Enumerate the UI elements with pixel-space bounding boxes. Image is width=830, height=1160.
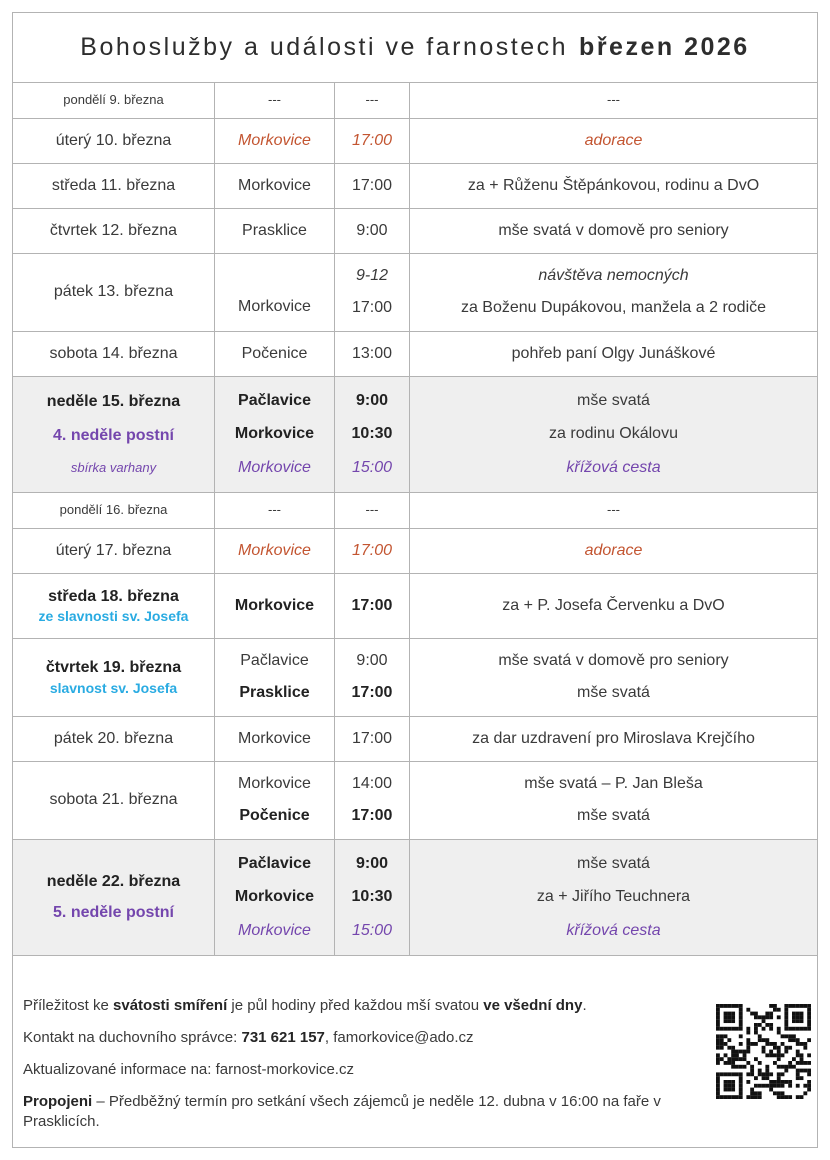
place-text: Pačlavice: [240, 652, 309, 670]
date-text: čtvrtek 12. března: [49, 221, 178, 239]
time-cell: [335, 209, 410, 253]
description-text: mše svatá: [577, 807, 650, 825]
confession-note: Příležitost ke svátosti smíření je půl hodiny před každou mší svatou ve všední dny.: [23, 997, 587, 1014]
time-text: 17:00: [351, 596, 393, 614]
description-text: mše svatá: [577, 684, 650, 702]
time-cell: [335, 574, 410, 638]
propojeni-note: Propojeni – Předběžný termín pro setkání všech zájemců je neděle 12. dubna v 16:00 na faře v Prasklicích.: [23, 1093, 661, 1130]
contact-line: Kontakt na duchovního správce: 731 621 157, famorkovice@ado.cz: [23, 1029, 474, 1046]
description-text: ---: [607, 92, 620, 108]
time-cell: [335, 119, 410, 163]
page-title: [13, 13, 817, 83]
description-cell: [410, 332, 817, 376]
place-cell: [215, 377, 335, 492]
table-row: [13, 639, 817, 717]
place-text: Počenice: [241, 344, 308, 362]
time-text: 10:30: [351, 425, 393, 443]
place-cell: [215, 762, 335, 839]
time-text: 13:00: [351, 344, 393, 362]
table-row: [13, 762, 817, 840]
table-row: [13, 840, 817, 956]
time-cell: [335, 717, 410, 761]
description-cell: [410, 377, 817, 492]
description-cell: [410, 529, 817, 573]
date-text: středa 11. března: [51, 176, 176, 194]
description-text: za Boženu Dupákovou, manžela a 2 rodiče: [460, 299, 767, 317]
description-text: za + Růženu Štěpánkovou, rodinu a DvO: [467, 176, 760, 194]
description-text: mše svatá: [577, 391, 650, 409]
table-row: [13, 164, 817, 209]
time-cell: [335, 254, 410, 331]
date-cell: [13, 119, 215, 163]
place-text: Morkovice: [238, 729, 311, 747]
date-cell: [13, 164, 215, 208]
time-text: 17:00: [351, 729, 393, 747]
table-row: [13, 209, 817, 254]
time-text: 9:00: [356, 652, 388, 670]
place-cell: [215, 574, 335, 638]
title-month: březen 2026: [579, 33, 750, 61]
place-cell: [215, 639, 335, 716]
description-cell: [410, 639, 817, 716]
place-text: Morkovice: [238, 131, 311, 149]
description-cell: [410, 493, 817, 528]
place-cell: [215, 83, 335, 118]
time-text: 17:00: [351, 299, 393, 317]
date-cell: [13, 83, 215, 118]
time-cell: [335, 529, 410, 573]
date-text: 5. neděle postní: [53, 904, 174, 921]
date-text: neděle 15. března: [46, 392, 181, 410]
place-text: ---: [268, 502, 281, 518]
place-cell: [215, 332, 335, 376]
time-text: 17:00: [351, 176, 393, 194]
date-text: sbírka varhany: [70, 460, 157, 476]
description-text: za + P. Josefa Červenku a DvO: [502, 596, 725, 614]
description-text: mše svatá v domově pro seniory: [498, 652, 729, 670]
time-text: 17:00: [351, 684, 393, 702]
date-text: čtvrtek 19. března: [45, 659, 182, 677]
date-cell: [13, 529, 215, 573]
description-text: mše svatá v domově pro seniory: [498, 221, 729, 239]
table-row: [13, 717, 817, 762]
description-text: křížová cesta: [566, 921, 661, 939]
description-text: za rodinu Okálovu: [549, 425, 678, 443]
date-text: ze slavnosti sv. Josefa: [38, 608, 189, 625]
place-cell: [215, 717, 335, 761]
place-text: Morkovice: [238, 775, 311, 793]
description-text: za + Jiřího Teuchnera: [536, 888, 691, 906]
qr-code-icon: [716, 1004, 811, 1099]
date-text: středa 18. března: [48, 587, 179, 605]
place-text: Morkovice: [238, 298, 311, 316]
time-cell: [335, 332, 410, 376]
description-cell: [410, 164, 817, 208]
description-text: návštěva nemocných: [538, 267, 689, 285]
place-text: Morkovice: [238, 176, 311, 194]
description-cell: [410, 574, 817, 638]
time-cell: [335, 83, 410, 118]
time-cell: [335, 164, 410, 208]
date-cell: [13, 332, 215, 376]
description-cell: [410, 762, 817, 839]
place-text: Morkovice: [234, 888, 315, 906]
time-text: 10:30: [351, 888, 393, 906]
date-cell: [13, 254, 215, 331]
table-row: [13, 529, 817, 574]
table-row: [13, 119, 817, 164]
date-cell: [13, 377, 215, 492]
date-cell: [13, 493, 215, 528]
date-cell: [13, 762, 215, 839]
description-text: mše svatá – P. Jan Bleša: [524, 775, 703, 793]
table-row: [13, 377, 817, 493]
title-text: Bohoslužby a události ve farnostech: [80, 33, 569, 61]
footer: [13, 956, 817, 1147]
date-text: pátek 20. března: [53, 729, 174, 747]
website-line: Aktualizované informace na: farnost-morkovice.cz: [23, 1061, 354, 1078]
place-text: Morkovice: [238, 458, 311, 476]
description-text: adorace: [584, 131, 643, 149]
date-cell: [13, 639, 215, 716]
date-cell: [13, 574, 215, 638]
description-cell: [410, 83, 817, 118]
time-text: 9:00: [355, 854, 389, 872]
place-cell: [215, 164, 335, 208]
time-text: ---: [365, 92, 379, 108]
place-text: Morkovice: [234, 596, 315, 614]
date-text: úterý 10. března: [55, 131, 172, 149]
date-text: pondělí 9. března: [63, 92, 164, 108]
place-cell: [215, 119, 335, 163]
date-cell: [13, 209, 215, 253]
page-frame: [12, 12, 818, 1148]
time-cell: [335, 377, 410, 492]
place-text: Počenice: [239, 807, 310, 825]
time-text: 17:00: [351, 131, 393, 149]
time-text: 9:00: [356, 221, 388, 239]
date-cell: [13, 717, 215, 761]
time-cell: [335, 639, 410, 716]
description-text: mše svatá: [577, 854, 650, 872]
table-row: [13, 83, 817, 119]
description-text: adorace: [584, 541, 643, 559]
date-text: 4. neděle postní: [53, 427, 174, 445]
table-row: [13, 254, 817, 332]
date-text: neděle 22. března: [46, 872, 181, 890]
date-text: pondělí 16. března: [59, 502, 168, 518]
description-cell: [410, 717, 817, 761]
time-text: 9-12: [355, 267, 389, 285]
description-cell: [410, 254, 817, 331]
date-text: sobota 21. března: [49, 791, 178, 809]
time-text: ---: [365, 502, 379, 518]
table-row: [13, 332, 817, 377]
date-text: slavnost sv. Josefa: [49, 679, 178, 696]
place-cell: [215, 529, 335, 573]
time-cell: [335, 840, 410, 955]
place-text: Pačlavice: [238, 854, 311, 872]
time-text: 15:00: [351, 921, 393, 939]
place-cell: [215, 209, 335, 253]
place-text: Pačlavice: [238, 391, 311, 409]
description-cell: [410, 119, 817, 163]
description-text: křížová cesta: [566, 458, 661, 476]
time-text: 15:00: [351, 458, 393, 476]
place-text: ---: [268, 92, 281, 108]
place-text: Prasklice: [239, 684, 310, 702]
place-cell: [215, 254, 335, 331]
place-text: Morkovice: [238, 541, 311, 559]
schedule-table: [13, 83, 817, 956]
time-text: 17:00: [351, 541, 393, 559]
date-cell: [13, 840, 215, 955]
time-cell: [335, 762, 410, 839]
table-row: [13, 493, 817, 529]
date-text: sobota 14. března: [49, 344, 178, 362]
place-text: Morkovice: [234, 425, 315, 443]
place-text: Morkovice: [238, 921, 311, 939]
time-text: 14:00: [351, 775, 393, 793]
time-cell: [335, 493, 410, 528]
description-cell: [410, 840, 817, 955]
description-text: pohřeb paní Olgy Junáškové: [511, 344, 716, 362]
time-text: 9:00: [355, 391, 389, 409]
date-text: pátek 13. března: [53, 283, 174, 301]
place-cell: [215, 840, 335, 955]
description-text: ---: [607, 502, 620, 518]
time-text: 17:00: [351, 807, 393, 825]
place-text: Prasklice: [242, 221, 307, 239]
description-cell: [410, 209, 817, 253]
description-text: za dar uzdravení pro Miroslava Krejčího: [472, 729, 755, 747]
table-row: [13, 574, 817, 639]
place-cell: [215, 493, 335, 528]
date-text: úterý 17. března: [55, 541, 172, 559]
